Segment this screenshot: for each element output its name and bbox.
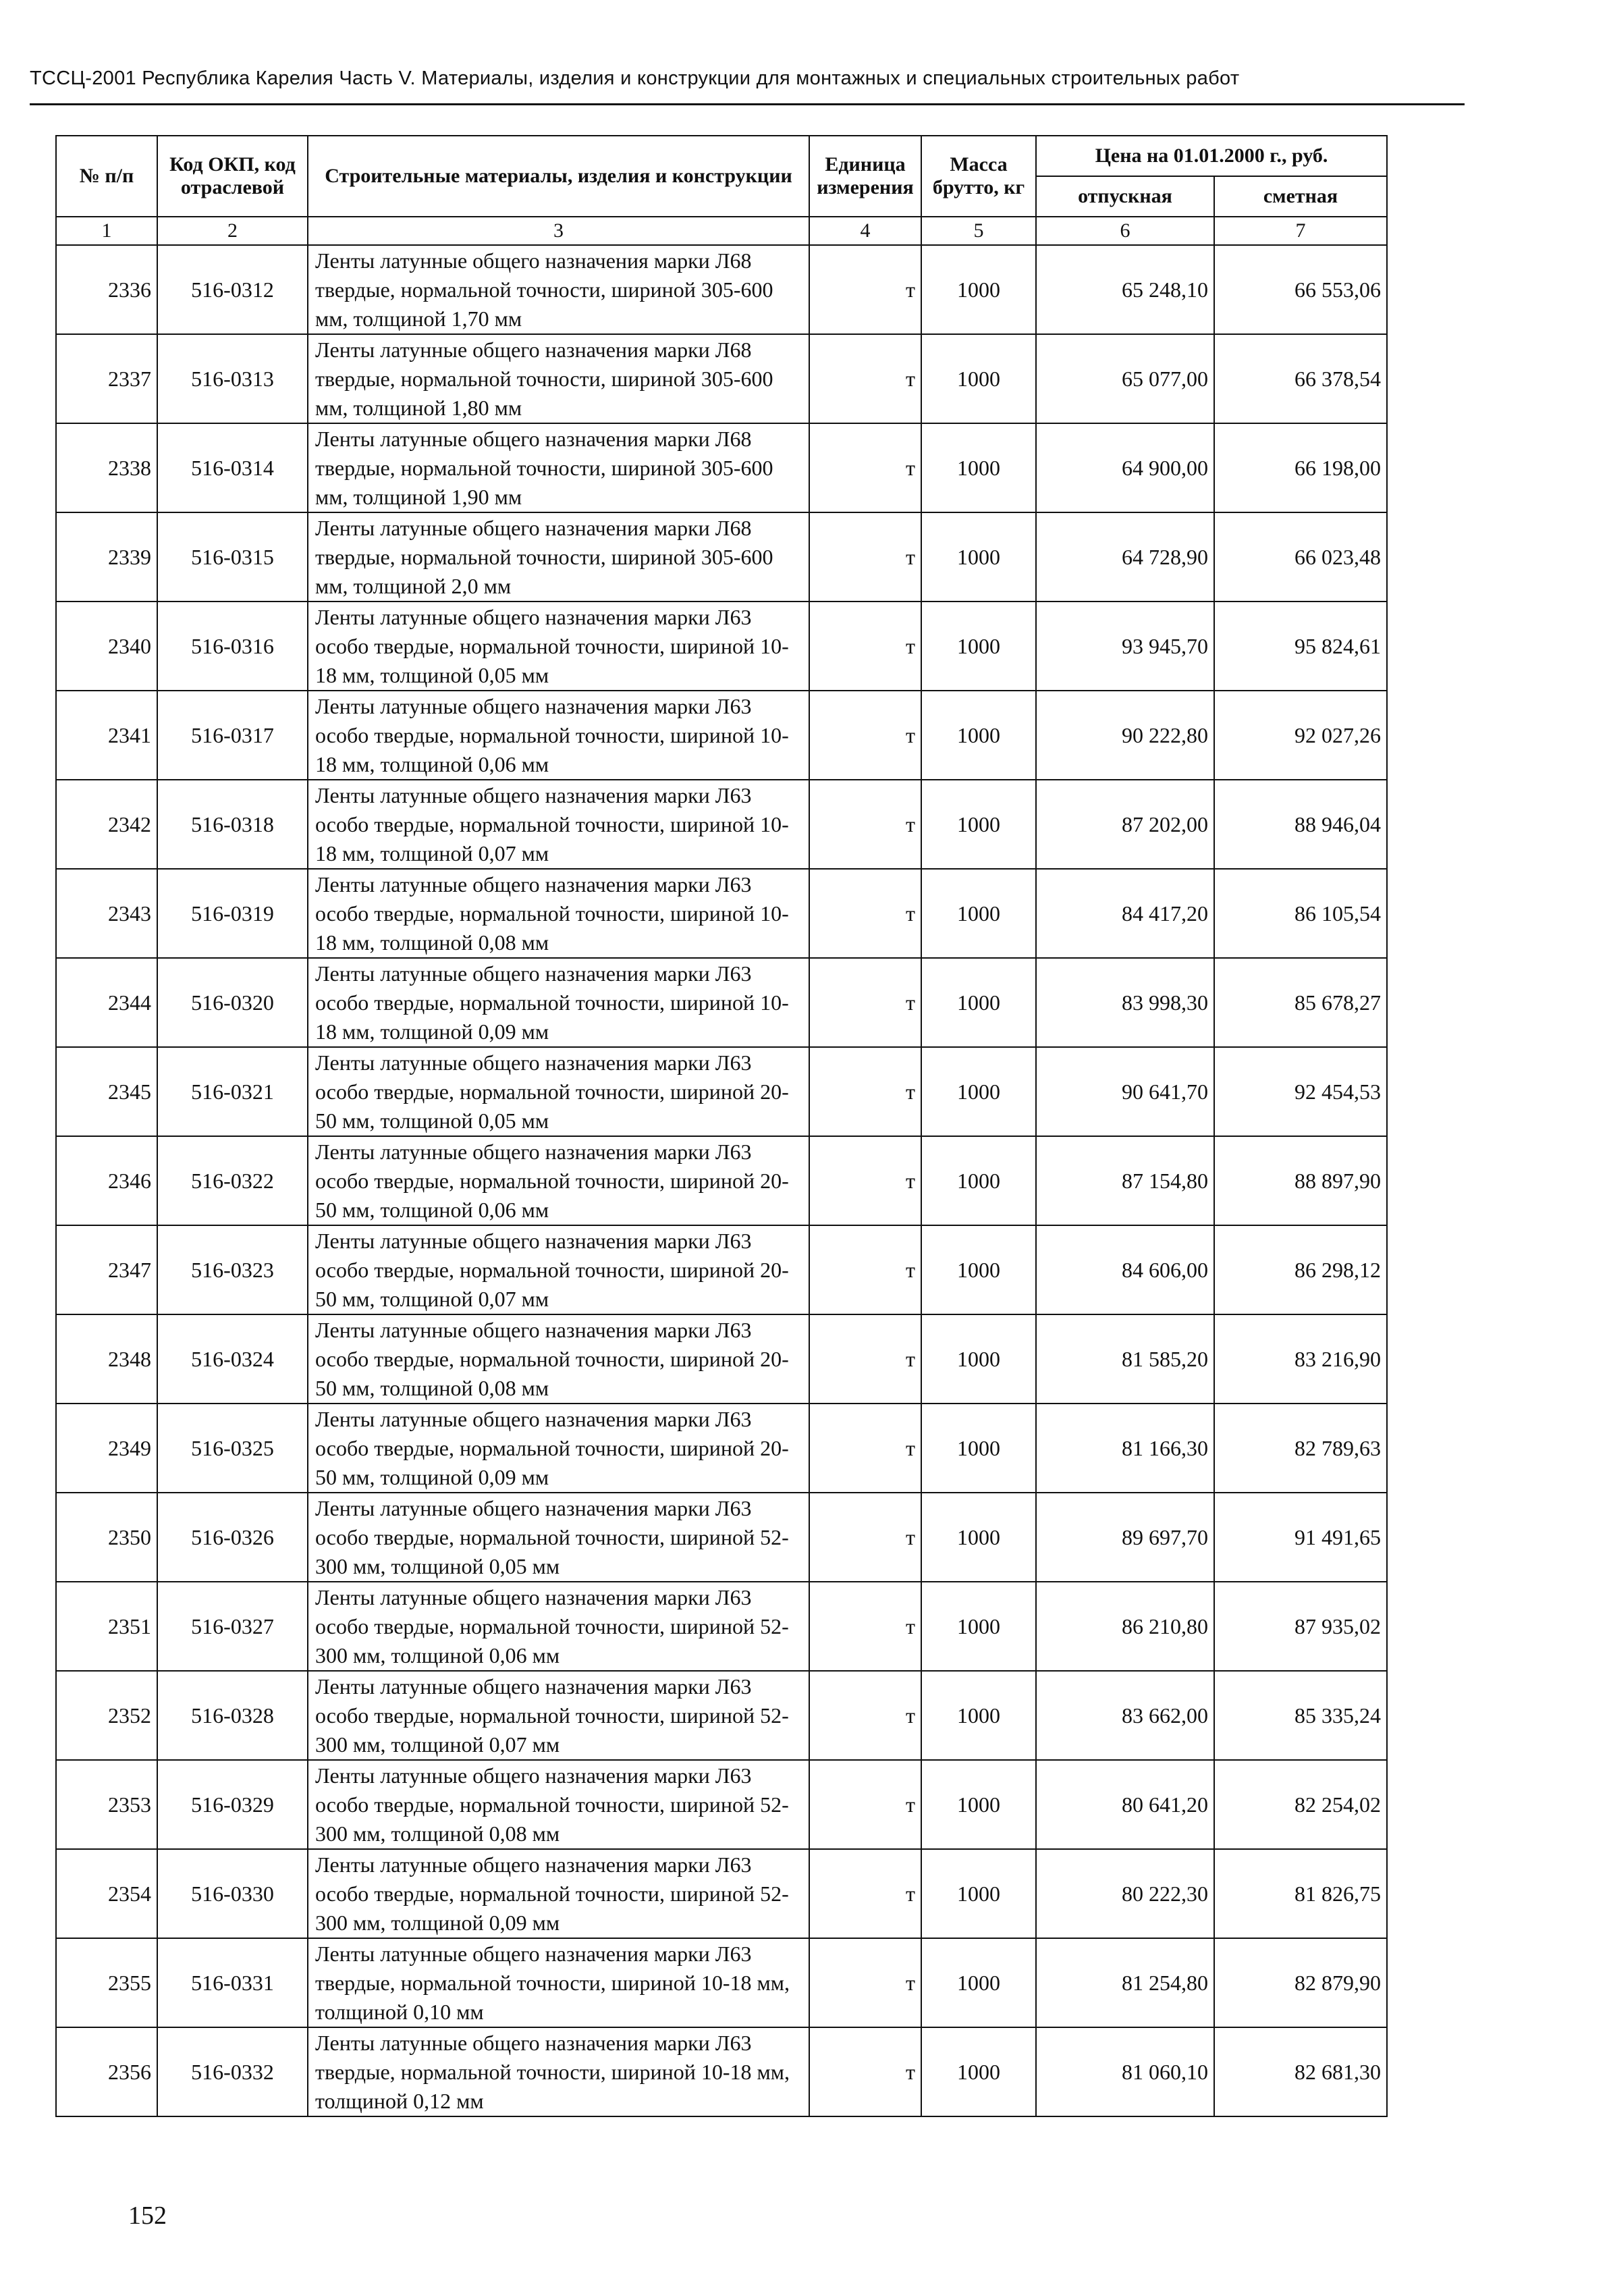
table-row — [56, 1938, 1387, 2027]
row-price-estimate: 85 335,24 — [1214, 1671, 1387, 1760]
row-description: Ленты латунные общего назначения марки Л63 особо твердые, нормальной точности, шириной 10-18 мм, толщиной 0,05 мм — [308, 602, 809, 691]
row-unit: т — [809, 1404, 921, 1493]
row-code: 516-0315 — [157, 512, 308, 602]
table-row — [56, 1136, 1387, 1225]
row-unit: т — [809, 1136, 921, 1225]
row-price-estimate: 86 298,12 — [1214, 1225, 1387, 1314]
row-unit: т — [809, 602, 921, 691]
row-description: Ленты латунные общего назначения марки Л63 особо твердые, нормальной точности, шириной 10-18 мм, толщиной 0,09 мм — [308, 958, 809, 1047]
row-code: 516-0319 — [157, 869, 308, 958]
row-mass: 1000 — [921, 958, 1036, 1047]
row-number: 2354 — [56, 1849, 157, 1938]
header-num: № п/п — [56, 136, 157, 217]
row-description: Ленты латунные общего назначения марки Л63 особо твердые, нормальной точности, шириной 10-18 мм, толщиной 0,06 мм — [308, 691, 809, 780]
row-description: Ленты латунные общего назначения марки Л63 особо твердые, нормальной точности, шириной 10-18 мм, толщиной 0,07 мм — [308, 780, 809, 869]
column-number: 5 — [921, 217, 1036, 245]
row-unit: т — [809, 512, 921, 602]
row-number: 2336 — [56, 245, 157, 334]
table-row — [56, 691, 1387, 780]
row-unit: т — [809, 334, 921, 423]
row-mass: 1000 — [921, 1582, 1036, 1671]
row-mass: 1000 — [921, 1136, 1036, 1225]
table-row — [56, 334, 1387, 423]
row-code: 516-0322 — [157, 1136, 308, 1225]
row-number: 2352 — [56, 1671, 157, 1760]
row-price-release: 84 417,20 — [1036, 869, 1214, 958]
row-code: 516-0312 — [157, 245, 308, 334]
row-code: 516-0325 — [157, 1404, 308, 1493]
row-description: Ленты латунные общего назначения марки Л63 особо твердые, нормальной точности, шириной 52-300 мм, толщиной 0,08 мм — [308, 1760, 809, 1849]
row-mass: 1000 — [921, 691, 1036, 780]
row-unit: т — [809, 869, 921, 958]
row-price-release: 90 222,80 — [1036, 691, 1214, 780]
row-number: 2345 — [56, 1047, 157, 1136]
row-unit: т — [809, 780, 921, 869]
row-number: 2347 — [56, 1225, 157, 1314]
table-row — [56, 2027, 1387, 2116]
header-code: Код ОКП, код отраслевой — [157, 136, 308, 217]
row-unit: т — [809, 245, 921, 334]
row-code: 516-0316 — [157, 602, 308, 691]
table-row — [56, 1582, 1387, 1671]
table-row — [56, 1760, 1387, 1849]
column-number: 7 — [1214, 217, 1387, 245]
row-price-release: 89 697,70 — [1036, 1493, 1214, 1582]
row-price-release: 90 641,70 — [1036, 1047, 1214, 1136]
row-unit: т — [809, 1760, 921, 1849]
table-row — [56, 423, 1387, 512]
table-row — [56, 780, 1387, 869]
row-price-release: 81 166,30 — [1036, 1404, 1214, 1493]
row-unit: т — [809, 1225, 921, 1314]
row-number: 2346 — [56, 1136, 157, 1225]
page-header: ТССЦ-2001 Республика Карелия Часть V. Материалы, изделия и конструкции для монтажных и специальных строительных работ — [30, 68, 1240, 89]
row-description: Ленты латунные общего назначения марки Л63 особо твердые, нормальной точности, шириной 20-50 мм, толщиной 0,09 мм — [308, 1404, 809, 1493]
row-number: 2355 — [56, 1938, 157, 2027]
row-unit: т — [809, 2027, 921, 2116]
row-unit: т — [809, 423, 921, 512]
table-row — [56, 245, 1387, 334]
row-price-estimate: 82 681,30 — [1214, 2027, 1387, 2116]
row-price-estimate: 81 826,75 — [1214, 1849, 1387, 1938]
row-price-estimate: 85 678,27 — [1214, 958, 1387, 1047]
row-number: 2337 — [56, 334, 157, 423]
row-price-release: 65 248,10 — [1036, 245, 1214, 334]
column-number: 4 — [809, 217, 921, 245]
row-unit: т — [809, 691, 921, 780]
row-mass: 1000 — [921, 1938, 1036, 2027]
row-number: 2338 — [56, 423, 157, 512]
row-price-release: 64 728,90 — [1036, 512, 1214, 602]
row-price-release: 86 210,80 — [1036, 1582, 1214, 1671]
row-mass: 1000 — [921, 2027, 1036, 2116]
column-number: 1 — [56, 217, 157, 245]
row-code: 516-0314 — [157, 423, 308, 512]
row-price-estimate: 82 879,90 — [1214, 1938, 1387, 2027]
row-mass: 1000 — [921, 1047, 1036, 1136]
row-price-release: 87 154,80 — [1036, 1136, 1214, 1225]
row-mass: 1000 — [921, 869, 1036, 958]
row-mass: 1000 — [921, 1760, 1036, 1849]
row-description: Ленты латунные общего назначения марки Л63 особо твердые, нормальной точности, шириной 52-300 мм, толщиной 0,06 мм — [308, 1582, 809, 1671]
row-number: 2343 — [56, 869, 157, 958]
row-price-estimate: 66 198,00 — [1214, 423, 1387, 512]
row-description: Ленты латунные общего назначения марки Л63 особо твердые, нормальной точности, шириной 20-50 мм, толщиной 0,05 мм — [308, 1047, 809, 1136]
row-mass: 1000 — [921, 1671, 1036, 1760]
row-price-estimate: 86 105,54 — [1214, 869, 1387, 958]
row-code: 516-0321 — [157, 1047, 308, 1136]
row-number: 2351 — [56, 1582, 157, 1671]
row-price-estimate: 83 216,90 — [1214, 1314, 1387, 1404]
row-description: Ленты латунные общего назначения марки Л63 твердые, нормальной точности, шириной 10-18 мм, толщиной 0,12 мм — [308, 2027, 809, 2116]
row-price-release: 83 662,00 — [1036, 1671, 1214, 1760]
table-row — [56, 1314, 1387, 1404]
row-number: 2353 — [56, 1760, 157, 1849]
page-number: 152 — [128, 2201, 167, 2230]
row-code: 516-0320 — [157, 958, 308, 1047]
row-code: 516-0331 — [157, 1938, 308, 2027]
row-mass: 1000 — [921, 602, 1036, 691]
row-price-estimate: 91 491,65 — [1214, 1493, 1387, 1582]
row-description: Ленты латунные общего назначения марки Л63 особо твердые, нормальной точности, шириной 52-300 мм, толщиной 0,09 мм — [308, 1849, 809, 1938]
row-description: Ленты латунные общего назначения марки Л63 особо твердые, нормальной точности, шириной 20-50 мм, толщиной 0,06 мм — [308, 1136, 809, 1225]
row-unit: т — [809, 1582, 921, 1671]
row-unit: т — [809, 1671, 921, 1760]
row-description: Ленты латунные общего назначения марки Л68 твердые, нормальной точности, шириной 305-600 мм, толщиной 1,70 мм — [308, 245, 809, 334]
row-price-estimate: 92 027,26 — [1214, 691, 1387, 780]
row-price-release: 93 945,70 — [1036, 602, 1214, 691]
row-price-release: 81 254,80 — [1036, 1938, 1214, 2027]
header-price-release: отпускная — [1036, 176, 1214, 217]
row-price-estimate: 66 023,48 — [1214, 512, 1387, 602]
row-code: 516-0332 — [157, 2027, 308, 2116]
header-material: Строительные материалы, изделия и конструкции — [308, 136, 809, 217]
row-description: Ленты латунные общего назначения марки Л63 особо твердые, нормальной точности, шириной 10-18 мм, толщиной 0,08 мм — [308, 869, 809, 958]
row-code: 516-0323 — [157, 1225, 308, 1314]
row-mass: 1000 — [921, 1849, 1036, 1938]
table-row — [56, 602, 1387, 691]
row-code: 516-0326 — [157, 1493, 308, 1582]
row-price-release: 65 077,00 — [1036, 334, 1214, 423]
row-price-estimate: 66 378,54 — [1214, 334, 1387, 423]
row-unit: т — [809, 1493, 921, 1582]
row-description: Ленты латунные общего назначения марки Л63 особо твердые, нормальной точности, шириной 52-300 мм, толщиной 0,05 мм — [308, 1493, 809, 1582]
table-row — [56, 512, 1387, 602]
row-number: 2356 — [56, 2027, 157, 2116]
price-table — [55, 135, 1388, 2117]
row-price-estimate: 82 789,63 — [1214, 1404, 1387, 1493]
table-row — [56, 1849, 1387, 1938]
row-number: 2341 — [56, 691, 157, 780]
header-price-estimate: сметная — [1214, 176, 1387, 217]
table-row — [56, 958, 1387, 1047]
row-price-estimate: 88 946,04 — [1214, 780, 1387, 869]
row-price-estimate: 82 254,02 — [1214, 1760, 1387, 1849]
row-code: 516-0317 — [157, 691, 308, 780]
row-mass: 1000 — [921, 512, 1036, 602]
row-code: 516-0327 — [157, 1582, 308, 1671]
table-row — [56, 869, 1387, 958]
row-price-release: 83 998,30 — [1036, 958, 1214, 1047]
row-price-release: 81 060,10 — [1036, 2027, 1214, 2116]
row-number: 2349 — [56, 1404, 157, 1493]
row-unit: т — [809, 958, 921, 1047]
row-price-estimate: 92 454,53 — [1214, 1047, 1387, 1136]
row-description: Ленты латунные общего назначения марки Л63 твердые, нормальной точности, шириной 10-18 мм, толщиной 0,10 мм — [308, 1938, 809, 2027]
column-number-row — [56, 217, 1387, 245]
header-unit: Единица измерения — [809, 136, 921, 217]
table-row — [56, 1047, 1387, 1136]
header-price-group: Цена на 01.01.2000 г., руб. — [1036, 136, 1387, 176]
column-number: 6 — [1036, 217, 1214, 245]
row-mass: 1000 — [921, 1314, 1036, 1404]
row-price-estimate: 95 824,61 — [1214, 602, 1387, 691]
row-code: 516-0313 — [157, 334, 308, 423]
row-price-release: 84 606,00 — [1036, 1225, 1214, 1314]
row-number: 2339 — [56, 512, 157, 602]
row-description: Ленты латунные общего назначения марки Л63 особо твердые, нормальной точности, шириной 52-300 мм, толщиной 0,07 мм — [308, 1671, 809, 1760]
row-price-release: 80 641,20 — [1036, 1760, 1214, 1849]
row-price-release: 64 900,00 — [1036, 423, 1214, 512]
row-price-release: 81 585,20 — [1036, 1314, 1214, 1404]
row-number: 2350 — [56, 1493, 157, 1582]
row-code: 516-0330 — [157, 1849, 308, 1938]
row-number: 2344 — [56, 958, 157, 1047]
row-description: Ленты латунные общего назначения марки Л68 твердые, нормальной точности, шириной 305-600 мм, толщиной 2,0 мм — [308, 512, 809, 602]
row-mass: 1000 — [921, 423, 1036, 512]
row-price-estimate: 87 935,02 — [1214, 1582, 1387, 1671]
row-mass: 1000 — [921, 1493, 1036, 1582]
header-divider — [30, 103, 1465, 105]
table-row — [56, 1404, 1387, 1493]
row-unit: т — [809, 1849, 921, 1938]
row-description: Ленты латунные общего назначения марки Л68 твердые, нормальной точности, шириной 305-600 мм, толщиной 1,80 мм — [308, 334, 809, 423]
row-price-release: 80 222,30 — [1036, 1849, 1214, 1938]
row-code: 516-0324 — [157, 1314, 308, 1404]
row-mass: 1000 — [921, 1225, 1036, 1314]
row-price-estimate: 88 897,90 — [1214, 1136, 1387, 1225]
row-price-release: 87 202,00 — [1036, 780, 1214, 869]
row-unit: т — [809, 1047, 921, 1136]
row-mass: 1000 — [921, 780, 1036, 869]
header-mass: Масса брутто, кг — [921, 136, 1036, 217]
row-unit: т — [809, 1314, 921, 1404]
row-code: 516-0318 — [157, 780, 308, 869]
row-code: 516-0328 — [157, 1671, 308, 1760]
row-mass: 1000 — [921, 334, 1036, 423]
row-unit: т — [809, 1938, 921, 2027]
table-row — [56, 1493, 1387, 1582]
table-body — [56, 245, 1387, 2116]
row-mass: 1000 — [921, 1404, 1036, 1493]
table-row — [56, 1671, 1387, 1760]
column-number: 2 — [157, 217, 308, 245]
row-description: Ленты латунные общего назначения марки Л63 особо твердые, нормальной точности, шириной 20-50 мм, толщиной 0,08 мм — [308, 1314, 809, 1404]
row-code: 516-0329 — [157, 1760, 308, 1849]
row-number: 2340 — [56, 602, 157, 691]
table-row — [56, 1225, 1387, 1314]
row-description: Ленты латунные общего назначения марки Л63 особо твердые, нормальной точности, шириной 20-50 мм, толщиной 0,07 мм — [308, 1225, 809, 1314]
column-number: 3 — [308, 217, 809, 245]
row-number: 2342 — [56, 780, 157, 869]
row-number: 2348 — [56, 1314, 157, 1404]
row-price-estimate: 66 553,06 — [1214, 245, 1387, 334]
row-description: Ленты латунные общего назначения марки Л68 твердые, нормальной точности, шириной 305-600 мм, толщиной 1,90 мм — [308, 423, 809, 512]
row-mass: 1000 — [921, 245, 1036, 334]
